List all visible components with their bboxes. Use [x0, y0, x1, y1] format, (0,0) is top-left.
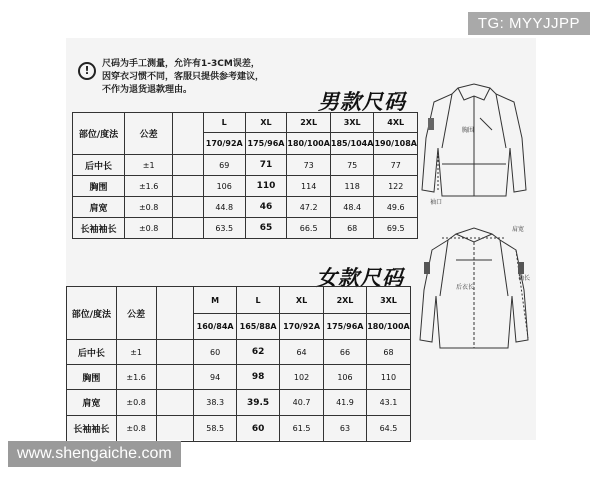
women-row-name: 后中长 [67, 340, 117, 365]
women-size: XL [280, 287, 324, 314]
women-cell: 64 [280, 340, 324, 365]
women-blank-cell [156, 340, 194, 365]
tg-watermark: TG: MYYJJPP [468, 12, 590, 35]
women-row-tol: ±1 [116, 340, 156, 365]
women-row-name: 胸围 [67, 365, 117, 390]
men-cell: 48.4 [330, 197, 374, 218]
men-cell: 77 [374, 155, 418, 176]
men-cell: 65 [245, 218, 287, 239]
men-cell: 73 [287, 155, 331, 176]
women-cell: 98 [237, 365, 280, 390]
women-cell: 94 [194, 365, 237, 390]
men-cell: 68 [330, 218, 374, 239]
women-size: 2XL [324, 287, 367, 314]
men-blank-cell [173, 155, 203, 176]
warning-icon: ! [78, 62, 96, 80]
men-measure: 190/108A [374, 133, 418, 155]
women-blank-cell [156, 365, 194, 390]
women-size-table [66, 286, 411, 442]
women-cell: 106 [324, 365, 367, 390]
women-cell: 63 [324, 416, 367, 442]
men-size: L [203, 113, 245, 133]
women-cell: 110 [366, 365, 410, 390]
men-tol-header: 公差 [124, 113, 173, 155]
women-row-tol: ±0.8 [116, 390, 156, 416]
men-row-name: 肩宽 [73, 197, 125, 218]
men-size-title: 男款尺码 [318, 90, 406, 114]
men-row-name: 长袖袖长 [73, 218, 125, 239]
women-measure: 180/100A [366, 314, 410, 340]
men-size: 4XL [374, 113, 418, 133]
men-cell: 118 [330, 176, 374, 197]
back-sleeve-label: 袖长 [518, 275, 531, 282]
women-cell: 60 [194, 340, 237, 365]
men-row-tol: ±0.8 [124, 218, 173, 239]
women-cell: 61.5 [280, 416, 324, 442]
women-cell: 60 [237, 416, 280, 442]
notice-line-2: 因穿衣习惯不同，客服只提供参考建议， [102, 72, 265, 82]
men-cell: 75 [330, 155, 374, 176]
women-cell: 62 [237, 340, 280, 365]
women-size: M [194, 287, 237, 314]
women-row-name: 肩宽 [67, 390, 117, 416]
men-cell: 71 [245, 155, 287, 176]
men-measure: 180/100A [287, 133, 331, 155]
women-size: L [237, 287, 280, 314]
men-size-table [72, 112, 418, 239]
men-measure: 170/92A [203, 133, 245, 155]
women-cell: 68 [366, 340, 410, 365]
women-cell: 40.7 [280, 390, 324, 416]
women-cell: 43.1 [366, 390, 410, 416]
men-measure: 185/104A [330, 133, 374, 155]
men-blank-cell [173, 113, 203, 155]
women-cell: 66 [324, 340, 367, 365]
women-measure: 165/88A [237, 314, 280, 340]
men-row-tol: ±1.6 [124, 176, 173, 197]
men-cell: 122 [374, 176, 418, 197]
front-chest-label: 胸围 [462, 127, 475, 134]
men-cell: 44.8 [203, 197, 245, 218]
men-cell: 47.2 [287, 197, 331, 218]
front-hem-label: 袖口 [430, 199, 443, 206]
women-part-header: 部位/度法 [67, 287, 117, 340]
women-row-name: 长袖袖长 [67, 416, 117, 442]
women-measure: 160/84A [194, 314, 237, 340]
men-cell: 69.5 [374, 218, 418, 239]
men-row-name: 胸围 [73, 176, 125, 197]
measurement-notice [78, 58, 328, 97]
men-cell: 49.6 [374, 197, 418, 218]
men-measure: 175/96A [245, 133, 287, 155]
women-row-tol: ±0.8 [116, 416, 156, 442]
jacket-front-diagram [418, 78, 530, 203]
men-part-header: 部位/度法 [73, 113, 125, 155]
men-cell: 110 [245, 176, 287, 197]
notice-line-3: 不作为退货退款理由。 [102, 85, 193, 95]
women-tol-header: 公差 [116, 287, 156, 340]
women-measure: 170/92A [280, 314, 324, 340]
women-blank-cell [156, 416, 194, 442]
notice-line-1: 尺码为手工测量，允许有1-3CM误差， [102, 59, 260, 69]
women-cell: 38.3 [194, 390, 237, 416]
women-size: 3XL [366, 287, 410, 314]
men-row-name: 后中长 [73, 155, 125, 176]
women-cell: 39.5 [237, 390, 280, 416]
men-blank-cell [173, 176, 203, 197]
women-row-tol: ±1.6 [116, 365, 156, 390]
men-cell: 66.5 [287, 218, 331, 239]
men-blank-cell [173, 197, 203, 218]
women-measure: 175/96A [324, 314, 367, 340]
men-cell: 106 [203, 176, 245, 197]
women-blank-cell [156, 390, 194, 416]
men-size: 3XL [330, 113, 374, 133]
women-cell: 41.9 [324, 390, 367, 416]
back-length-label: 后衣长 [456, 284, 475, 291]
site-watermark: www.shengaiche.com [8, 441, 181, 467]
women-cell: 58.5 [194, 416, 237, 442]
men-size: 2XL [287, 113, 331, 133]
women-cell: 102 [280, 365, 324, 390]
women-blank-cell [156, 287, 194, 340]
men-cell: 63.5 [203, 218, 245, 239]
men-cell: 114 [287, 176, 331, 197]
men-cell: 69 [203, 155, 245, 176]
back-shoulder-label: 肩宽 [512, 226, 525, 233]
men-row-tol: ±0.8 [124, 197, 173, 218]
men-blank-cell [173, 218, 203, 239]
men-size: XL [245, 113, 287, 133]
men-row-tol: ±1 [124, 155, 173, 176]
men-cell: 46 [245, 197, 287, 218]
women-cell: 64.5 [366, 416, 410, 442]
women-size-title: 女款尺码 [316, 266, 404, 290]
